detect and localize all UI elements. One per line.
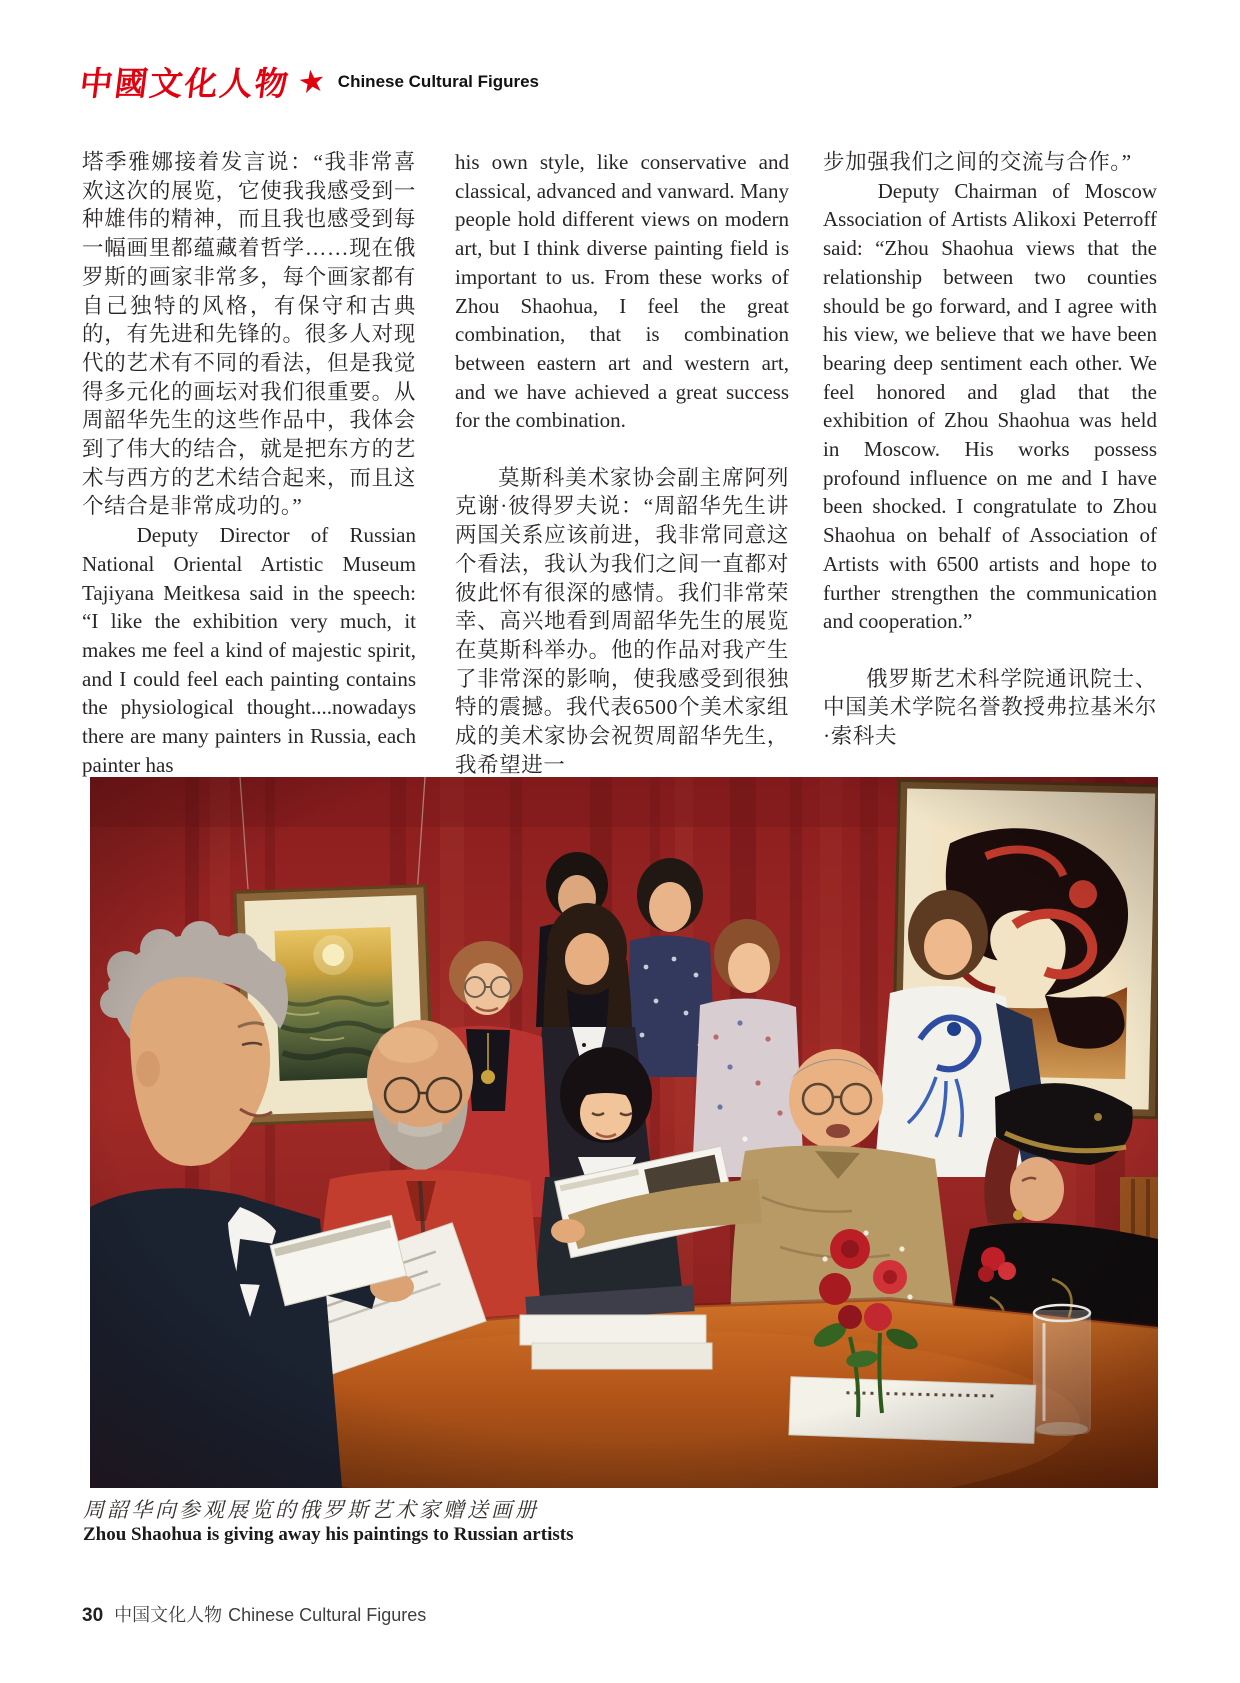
text-column-1 — [82, 148, 416, 779]
event-photo-illustration — [90, 777, 1158, 1488]
paragraph-cn: 莫斯科美术家协会副主席阿列克谢·彼得罗夫说：“周韶华先生讲两国关系应该前进，我非常同意这个看法，我认为我们之间一直都对彼此怀有很深的感情。我们非常荣幸、高兴地看到周韶华先生的展览在莫斯科举办。他的作品对我产生了非常深的影响，使我感受到很独特的震撼。我代表6500个美术家组成的美术家协会祝贺周韶华先生，我希望进一 — [455, 465, 789, 777]
paragraph-cn: 塔季雅娜接着发言说：“我非常喜欢这次的展览，它使我我感受到一种雄伟的精神，而且我也感受到每一幅画里都蕴藏着哲学……现在俄罗斯的画家非常多，每个画家都有自己独特的风格，有保守和古典的，有先进和先锋的。很多人对现代的艺术有不同的看法，但是我觉得多元化的画坛对我们很重要。从周韶华先生的这些作品中，我体会到了伟大的结合，就是把东方的艺术与西方的艺术结合起来，而且这个结合是非常成功的。” — [82, 150, 416, 519]
paragraph-cn: 俄罗斯艺术科学院通讯院士、中国美术学院名誉教授弗拉基米尔·索科夫 — [823, 666, 1157, 749]
text-column-2 — [455, 148, 789, 779]
page-number: 30 — [82, 1605, 104, 1626]
photo-caption-english: Zhou Shaohua is giving away his paintings to Russian artists — [83, 1524, 574, 1545]
logo-chinese: 中國文化人物 — [77, 67, 292, 103]
page-header — [77, 58, 539, 105]
logo-english: Chinese Cultural Figures — [337, 71, 539, 91]
page-footer — [82, 1601, 426, 1627]
footer-brand-chinese: 中国文化人物 — [114, 1605, 223, 1625]
event-photo — [90, 777, 1158, 1488]
footer-brand-english: Chinese Cultural Figures — [228, 1605, 427, 1625]
paragraph-cn: 步加强我们之间的交流与合作。” — [823, 150, 1132, 174]
photo-vignette — [90, 777, 1158, 1488]
paragraph-en: Deputy Chairman of Moscow Association of Artists Alikoxi Peterroff said: “Zhou Shaohua views that the relationship between two counties should be go forward, and I agree with his view, we believe that we have been bearing deep sentiment each other. We feel honored and glad that the exhibition of Zhou Shaohua was held in Moscow. His works possess profound influence on me and I have been shocked. I congratulate to Zhou Shaohua on behalf of Association of Artists with 6500 artists and hope to further strengthen the communication and cooperation.” — [823, 178, 1157, 634]
paragraph-en: Deputy Director of Russian National Oriental Artistic Museum Tajiyana Meitkesa said in the speech: “I like the exhibition very much, it makes me feel a kind of majestic spirit, and I could feel each painting contains the physiological thought....nowadays there are many painters in Russia, each painter has — [82, 523, 416, 777]
photo-caption-chinese: 周韶华向参观展览的俄罗斯艺术家赠送画册 — [83, 1498, 539, 1522]
paragraph-en: his own style, like conservative and classical, advanced and vanward. Many people hold different views on modern art, but I think diverse painting field is important to us. From these works of Zhou Shaohua, I feel the great combination, that is combination between eastern art and western art, and we have achieved a great success for the combination. — [455, 150, 789, 433]
star-icon: ★ — [295, 61, 329, 101]
text-column-3 — [823, 148, 1157, 751]
